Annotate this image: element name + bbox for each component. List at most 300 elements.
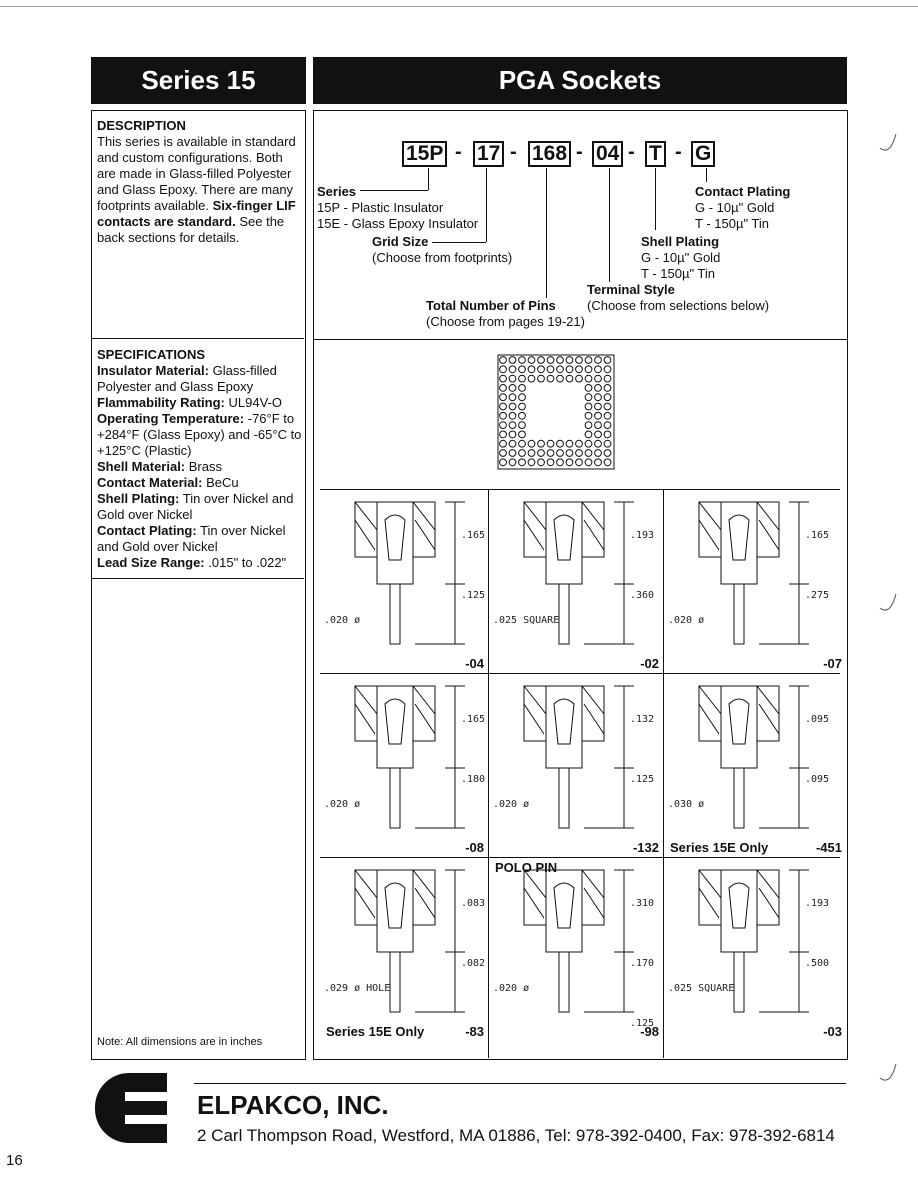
dimension-label: .193 xyxy=(805,898,830,909)
drawing-stroke xyxy=(546,870,582,952)
terminal-note: Series 15E Only xyxy=(326,1024,425,1039)
ordering-divider xyxy=(314,339,847,340)
terminal-code: -07 xyxy=(823,656,842,671)
footprint-pin xyxy=(576,459,583,466)
footprint-pin xyxy=(595,459,602,466)
drawing-stroke xyxy=(757,870,779,898)
footprint-pin xyxy=(500,459,507,466)
dimension-note: Note: All dimensions are in inches xyxy=(97,1036,263,1048)
spec-item xyxy=(97,363,305,395)
footprint-pin xyxy=(519,375,526,382)
shell-label: Shell Plating xyxy=(641,234,720,249)
drawing-stroke xyxy=(584,704,604,734)
series-option-2: 15E - Glass Epoxy Insulator xyxy=(317,216,479,231)
footprint-pin xyxy=(566,440,573,447)
terminal-cell xyxy=(489,858,663,1041)
drawing-stroke xyxy=(757,686,779,741)
footprint-pin xyxy=(538,366,545,373)
terminal-code: -03 xyxy=(823,1024,842,1039)
drawing-stroke xyxy=(355,520,375,550)
footprint-pin xyxy=(509,366,516,373)
drawing-stroke xyxy=(413,502,435,530)
drawing-stroke xyxy=(582,502,604,530)
terminal-note: (Choose from selections below) xyxy=(587,298,770,313)
dimension-label: .132 xyxy=(630,714,655,725)
footprint-pin xyxy=(585,366,592,373)
spec-value: UL94V-O xyxy=(228,395,282,410)
footprint-pin xyxy=(547,450,554,457)
diameter-label: .020 ø xyxy=(493,983,530,994)
spec-item xyxy=(97,555,305,571)
footprint-pin xyxy=(519,394,526,401)
terminal-note: Series 15E Only xyxy=(670,840,769,855)
spec-value: Glass-filled Polyester and Glass Epoxy xyxy=(97,363,277,394)
footprint-pin xyxy=(547,357,554,364)
description-box xyxy=(91,110,306,1060)
description-outro: See the back sections for details. xyxy=(97,214,285,245)
footprint-pin xyxy=(500,375,507,382)
leader-grid xyxy=(486,168,487,242)
shell-option-2: T - 150µ" Tin xyxy=(641,266,716,281)
footprint-pin xyxy=(566,459,573,466)
code-contact: G xyxy=(691,141,715,167)
footprint-pin xyxy=(585,403,592,410)
drawing-stroke xyxy=(524,888,544,918)
footprint-pin xyxy=(557,450,564,457)
terminal-drawing xyxy=(664,490,846,660)
specs-heading: SPECIFICATIONS xyxy=(97,347,206,362)
terminal-cell xyxy=(320,858,488,1041)
footprint-pin xyxy=(528,375,535,382)
footprint-pin xyxy=(547,459,554,466)
leader-pins xyxy=(546,168,547,298)
drawing-stroke xyxy=(759,704,779,734)
drawing-stroke xyxy=(721,502,757,584)
dimension-label: .165 xyxy=(805,530,830,541)
footprint-pin xyxy=(509,412,516,419)
spec-label: Insulator Material: xyxy=(97,363,209,378)
company-logo xyxy=(95,1073,167,1143)
spec-label: Operating Temperature: xyxy=(97,411,245,426)
footprint-pin xyxy=(595,450,602,457)
footprint-pin xyxy=(500,385,507,392)
company-address: 2 Carl Thompson Road, Westford, MA 01886, Tel: 978-392-0400, Fax: 978-392-6814 xyxy=(197,1126,835,1145)
spec-value: -76°F to +284°F (Glass Epoxy) and -65°C to +125°C (Plastic) xyxy=(97,411,302,458)
drawing-stroke xyxy=(355,704,375,734)
contact-label: Contact Plating xyxy=(695,184,791,199)
footprint-pin xyxy=(604,459,611,466)
drawing-stroke xyxy=(377,502,413,584)
footprint-pin xyxy=(604,375,611,382)
dimension-label: .165 xyxy=(461,714,486,725)
terminal-drawing xyxy=(320,674,488,844)
terminal-drawing xyxy=(664,858,846,1028)
diameter-label: .020 ø xyxy=(493,799,530,810)
terminal-cell xyxy=(320,674,488,857)
footprint-pin xyxy=(500,412,507,419)
footprint-pin xyxy=(576,440,583,447)
spec-label: Contact Plating: xyxy=(97,523,197,538)
dimension-label: .360 xyxy=(630,590,655,601)
spec-label: Shell Material: xyxy=(97,459,186,474)
footprint-pin xyxy=(585,431,592,438)
footprint-pin xyxy=(509,431,516,438)
drawing-stroke xyxy=(759,888,779,918)
footprint-pin xyxy=(604,394,611,401)
spec-item xyxy=(97,491,305,523)
footprint-pin xyxy=(500,357,507,364)
drawing-stroke xyxy=(699,704,719,734)
footprint-diagram xyxy=(497,354,615,470)
drawing-stroke xyxy=(415,704,435,734)
spec-item xyxy=(97,523,305,555)
terminal-note: POLO PIN xyxy=(495,860,558,875)
series-title: Series 15 xyxy=(91,57,306,104)
footprint-pin xyxy=(519,357,526,364)
footprint-pin xyxy=(528,450,535,457)
footprint-pin xyxy=(576,450,583,457)
footprint-pin xyxy=(509,403,516,410)
drawing-stroke xyxy=(415,888,435,918)
grid-label: Grid Size xyxy=(372,234,429,249)
footprint-pin xyxy=(604,431,611,438)
spec-value: Tin over Nickel and Gold over Nickel xyxy=(97,523,286,554)
dash-2: - xyxy=(510,141,517,163)
footprint-pin xyxy=(604,422,611,429)
spec-value: Brass xyxy=(188,459,222,474)
footprint-pin xyxy=(509,422,516,429)
footprint-pin xyxy=(585,385,592,392)
terminal-code: -98 xyxy=(640,1024,659,1039)
terminal-drawing xyxy=(489,490,663,660)
dimension-label: .275 xyxy=(805,590,830,601)
dimension-label: .083 xyxy=(461,898,486,909)
drawing-stroke xyxy=(559,584,569,644)
footprint-pin xyxy=(595,385,602,392)
description-intro: This series is available in standard and custom configurations. Both are made in Glass-filled Polyester and Glass Epoxy. There are many footprints available. xyxy=(97,134,296,213)
footprint-pin xyxy=(585,450,592,457)
contact-option-2: T - 150µ" Tin xyxy=(695,216,770,231)
footprint-pin xyxy=(595,440,602,447)
drawing-stroke xyxy=(582,686,604,741)
grid-note: (Choose from footprints) xyxy=(372,250,513,265)
spec-item xyxy=(97,411,305,459)
shell-block xyxy=(641,234,720,282)
footprint-pin xyxy=(585,357,592,364)
diameter-label: .025 SQUARE xyxy=(493,615,560,626)
drawing-stroke xyxy=(355,888,375,918)
footprint-pin xyxy=(604,440,611,447)
top-rule xyxy=(0,6,918,7)
specifications xyxy=(97,347,305,571)
terminal-drawing xyxy=(664,674,846,844)
drawing-stroke xyxy=(413,686,435,714)
spec-label: Lead Size Range: xyxy=(97,555,205,570)
footprint-pin xyxy=(500,422,507,429)
footprint-pin xyxy=(519,431,526,438)
diameter-label: .020 ø xyxy=(324,799,361,810)
footprint-pin xyxy=(547,366,554,373)
drawing-stroke xyxy=(559,952,569,1012)
dash-3: - xyxy=(576,141,583,163)
dimension-label: .125 xyxy=(630,774,655,785)
drawing-stroke xyxy=(385,699,405,744)
terminal-label: Terminal Style xyxy=(587,282,675,297)
footprint-pin xyxy=(547,375,554,382)
dimension-label: .082 xyxy=(461,958,486,969)
drawing-stroke xyxy=(554,699,574,744)
product-title: PGA Sockets xyxy=(313,57,847,104)
dimension-label: .500 xyxy=(805,958,830,969)
drawing-stroke xyxy=(734,584,744,644)
series-label: Series xyxy=(317,184,357,199)
footprint-pin xyxy=(585,422,592,429)
drawing-stroke xyxy=(582,870,604,925)
drawing-stroke xyxy=(377,686,413,768)
footprint-pin xyxy=(576,366,583,373)
drawing-stroke xyxy=(413,686,435,741)
footprint-pin xyxy=(566,366,573,373)
drawing-stroke xyxy=(757,502,779,530)
dash-4: - xyxy=(628,141,635,163)
dimension-label: .180 xyxy=(461,774,486,785)
footprint-pin xyxy=(509,459,516,466)
footprint-pin xyxy=(595,394,602,401)
spec-value: BeCu xyxy=(206,475,239,490)
drawing-stroke xyxy=(699,888,719,918)
footprint-pin xyxy=(595,366,602,373)
spec-label: Contact Material: xyxy=(97,475,203,490)
drawing-stroke xyxy=(559,768,569,828)
footprint-pin xyxy=(528,357,535,364)
spec-label: Shell Plating: xyxy=(97,491,180,506)
code-pins: 168 xyxy=(528,141,571,167)
footprint-pin xyxy=(557,366,564,373)
drawing-stroke xyxy=(415,520,435,550)
footprint-pin xyxy=(576,375,583,382)
drawing-stroke xyxy=(546,686,582,768)
binder-mark-2 xyxy=(878,590,898,620)
footprint-pin xyxy=(509,385,516,392)
drawing-stroke xyxy=(546,502,582,584)
shell-option-1: G - 10µ" Gold xyxy=(641,250,721,265)
company-name: ELPAKCO, INC. xyxy=(197,1090,389,1120)
diameter-label: .020 ø xyxy=(324,615,361,626)
drawing-stroke xyxy=(729,699,749,744)
footprint-pin xyxy=(595,403,602,410)
footprint-pin xyxy=(595,422,602,429)
drawing-stroke xyxy=(699,520,719,550)
footprint-pin xyxy=(585,394,592,401)
footprint-pin xyxy=(604,403,611,410)
footprint-pin xyxy=(500,394,507,401)
footprint-pin xyxy=(604,450,611,457)
drawing-stroke xyxy=(413,502,435,557)
terminal-code: -83 xyxy=(465,1024,484,1039)
dimension-label: .165 xyxy=(461,530,486,541)
dimension-label: .170 xyxy=(630,958,655,969)
dimension-label: .125 xyxy=(630,1018,655,1029)
left-divider-2 xyxy=(92,578,304,579)
diameter-label: .030 ø xyxy=(668,799,705,810)
contact-option-1: G - 10µ" Gold xyxy=(695,200,775,215)
drawing-stroke xyxy=(385,515,405,560)
footprint-pin xyxy=(576,357,583,364)
terminal-cell xyxy=(664,490,846,673)
dimension-label: .125 xyxy=(461,590,486,601)
drawing-stroke xyxy=(377,870,413,952)
footprint-pin xyxy=(519,459,526,466)
spec-item xyxy=(97,395,305,411)
drawing-stroke xyxy=(759,520,779,550)
drawing-stroke xyxy=(524,704,544,734)
footprint-pin xyxy=(604,385,611,392)
drawing-stroke xyxy=(734,768,744,828)
footprint-pin xyxy=(500,431,507,438)
footprint-pin xyxy=(585,440,592,447)
footprint-pin xyxy=(566,375,573,382)
drawing-stroke xyxy=(721,686,757,768)
dimension-label: .193 xyxy=(630,530,655,541)
footprint-pin xyxy=(566,357,573,364)
drawing-stroke xyxy=(385,883,405,928)
footprint-pin xyxy=(500,366,507,373)
grid-block xyxy=(372,234,512,266)
terminal-cell xyxy=(664,858,846,1041)
drawing-stroke xyxy=(729,883,749,928)
footprint-pin xyxy=(557,375,564,382)
footprint-pin xyxy=(604,412,611,419)
drawing-stroke xyxy=(390,952,400,1012)
drawing-stroke xyxy=(757,870,779,925)
spec-item xyxy=(97,459,305,475)
drawing-stroke xyxy=(554,515,574,560)
terminal-cell xyxy=(664,674,846,857)
footprint-pin xyxy=(519,450,526,457)
terminal-code: -451 xyxy=(815,840,842,855)
terminal-cell xyxy=(489,674,663,857)
footprint-pin xyxy=(509,394,516,401)
dimension-label: .310 xyxy=(630,898,655,909)
terminal-drawing xyxy=(489,858,663,1028)
footprint-pin xyxy=(538,459,545,466)
footprint-pin xyxy=(528,440,535,447)
terminal-code: -02 xyxy=(640,656,659,671)
drawing-stroke xyxy=(584,888,604,918)
diameter-label: .029 ø HOLE xyxy=(324,983,391,994)
footprint-pin xyxy=(500,403,507,410)
code-shell: T xyxy=(645,141,666,167)
drawing-stroke xyxy=(757,502,779,557)
footprint-pin xyxy=(519,403,526,410)
drawing-stroke xyxy=(554,883,574,928)
footprint-pin xyxy=(595,412,602,419)
drawing-stroke xyxy=(729,515,749,560)
drawing-stroke xyxy=(582,870,604,898)
footprint-pin xyxy=(566,450,573,457)
footprint-pin xyxy=(557,459,564,466)
footprint-pin xyxy=(538,440,545,447)
footer-rule xyxy=(194,1083,846,1084)
footprint-pin xyxy=(595,375,602,382)
diameter-label: .020 ø xyxy=(668,615,705,626)
footprint-pin xyxy=(538,357,545,364)
footprint-pin xyxy=(604,366,611,373)
footprint-pin xyxy=(547,440,554,447)
footprint-pin xyxy=(500,440,507,447)
terminal-code: -08 xyxy=(465,840,484,855)
footprint-pin xyxy=(557,357,564,364)
leader-terminal xyxy=(609,168,610,282)
footprint-pin xyxy=(519,385,526,392)
drawing-stroke xyxy=(413,870,435,898)
spec-value: .015" to .022" xyxy=(208,555,287,570)
terminal-cell xyxy=(489,490,663,673)
dimension-label: .095 xyxy=(805,714,830,725)
leader-contact xyxy=(706,168,707,182)
terminal-drawing xyxy=(320,490,488,660)
pins-note: (Choose from pages 19-21) xyxy=(426,314,585,329)
footprint-pin xyxy=(557,440,564,447)
terminal-cell xyxy=(320,490,488,673)
drawing-stroke xyxy=(413,870,435,925)
dimension-label: .095 xyxy=(805,774,830,785)
terminal-block xyxy=(587,282,769,314)
binder-mark-3 xyxy=(878,1060,898,1090)
spec-value: Tin over Nickel and Gold over Nickel xyxy=(97,491,294,522)
leader-shell xyxy=(655,168,656,230)
spec-label: Flammability Rating: xyxy=(97,395,225,410)
footprint-pin xyxy=(519,412,526,419)
footprint-pin xyxy=(519,422,526,429)
left-divider xyxy=(92,338,304,339)
drawing-stroke xyxy=(734,952,744,1012)
drawing-stroke xyxy=(524,520,544,550)
dash-5: - xyxy=(675,141,682,163)
footprint-pin xyxy=(519,440,526,447)
pins-block xyxy=(426,298,585,330)
footprint-pin xyxy=(585,375,592,382)
description xyxy=(97,118,302,246)
spec-item xyxy=(97,475,305,491)
specs-list xyxy=(97,363,305,571)
footprint-pin xyxy=(604,357,611,364)
footprint-pin xyxy=(509,450,516,457)
binder-mark-1 xyxy=(878,130,898,160)
drawing-stroke xyxy=(757,686,779,714)
pins-label: Total Number of Pins xyxy=(426,298,556,313)
footprint-pin xyxy=(509,440,516,447)
dash-1: - xyxy=(455,141,462,163)
terminal-code: -04 xyxy=(465,656,484,671)
contact-block xyxy=(695,184,790,232)
diameter-label: .025 SQUARE xyxy=(668,983,735,994)
drawing-stroke xyxy=(582,686,604,714)
footprint-pin xyxy=(509,357,516,364)
terminal-drawing xyxy=(320,858,488,1028)
code-series: 15P xyxy=(402,141,447,167)
terminal-drawing xyxy=(489,674,663,844)
footprint-pin xyxy=(585,412,592,419)
series-option-1: 15P - Plastic Insulator xyxy=(317,200,444,215)
code-terminal: 04 xyxy=(592,141,623,167)
drawing-stroke xyxy=(721,870,757,952)
description-heading: DESCRIPTION xyxy=(97,118,186,133)
footprint-pin xyxy=(500,450,507,457)
page-number: 16 xyxy=(6,1152,23,1169)
footprint-pin xyxy=(538,450,545,457)
terminal-code: -132 xyxy=(632,840,659,855)
